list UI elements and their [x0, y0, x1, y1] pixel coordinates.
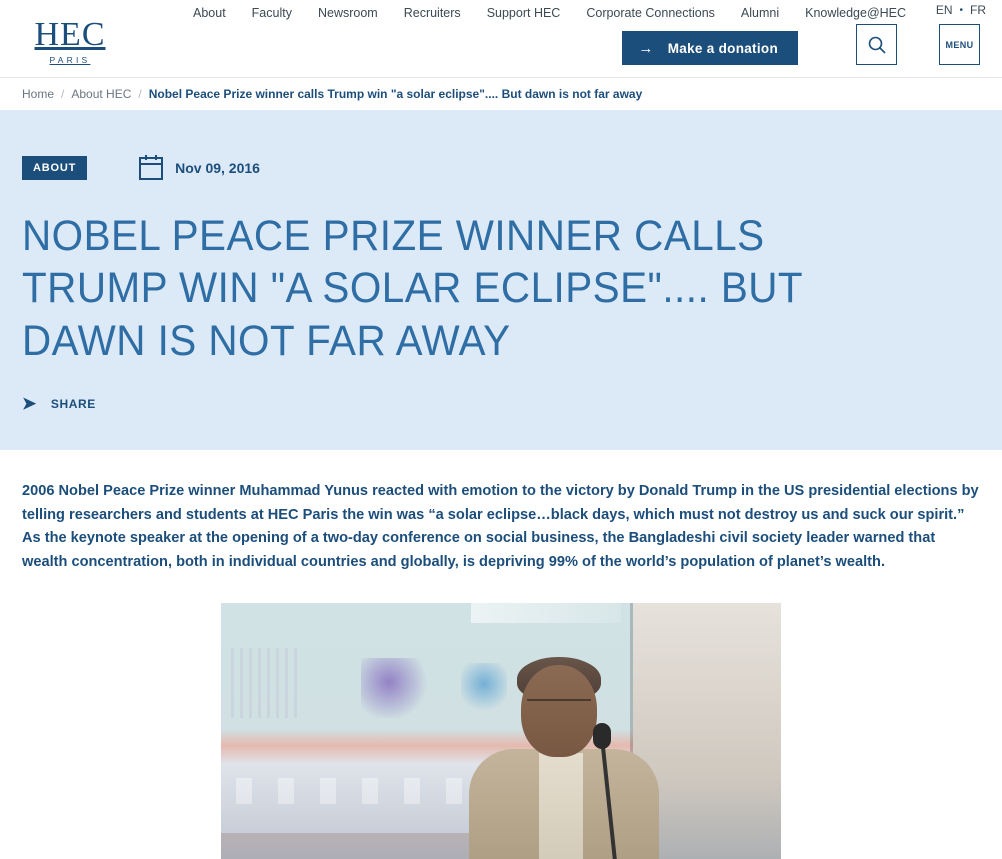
language-en[interactable]: EN — [935, 3, 953, 17]
arrow-right-icon: → — [638, 39, 654, 57]
page-title: NOBEL PEACE PRIZE WINNER CALLS TRUMP WIN "A SOLAR ECLIPSE".... BUT DAWN IS NOT FAR AWAY — [22, 212, 803, 365]
hero-meta — [22, 156, 980, 180]
publish-date-text: Nov 09, 2016 — [175, 160, 260, 176]
photo-background — [221, 603, 781, 859]
speaker-shirt — [539, 753, 583, 859]
breadcrumb-separator: / — [61, 87, 65, 101]
screen-header-band — [471, 603, 621, 623]
language-fr[interactable]: FR — [970, 3, 986, 17]
article-image — [221, 603, 781, 859]
breadcrumb — [0, 78, 1002, 110]
nav-item-faculty[interactable]: Faculty — [251, 6, 292, 20]
nav-item-newsroom[interactable]: Newsroom — [317, 6, 378, 20]
nav-item-support-hec[interactable]: Support HEC — [486, 6, 561, 20]
publish-date — [139, 157, 260, 180]
menu-label: MENU — [945, 39, 974, 50]
nav-item-alumni[interactable]: Alumni — [740, 6, 780, 20]
language-switcher — [936, 3, 986, 17]
primary-navigation — [180, 2, 919, 24]
slide-graphic-purple — [361, 658, 431, 718]
site-logo[interactable] — [22, 18, 118, 65]
menu-button[interactable] — [939, 24, 980, 65]
nav-item-corporate-connections[interactable]: Corporate Connections — [586, 6, 715, 20]
slide-graphic-blue — [461, 663, 507, 715]
share-icon: ➤ — [22, 394, 37, 414]
breadcrumb-item-current: Nobel Peace Prize winner calls Trump win "a solar eclipse".... But dawn is not far away — [148, 87, 643, 101]
breadcrumb-item-home[interactable]: Home — [22, 87, 55, 101]
share-button[interactable] — [22, 395, 96, 412]
breadcrumb-separator: / — [138, 87, 142, 101]
category-tag[interactable]: ABOUT — [22, 156, 87, 180]
share-label: SHARE — [50, 396, 96, 411]
breadcrumb-item-about-hec[interactable]: About HEC — [71, 87, 132, 101]
calendar-icon — [139, 157, 163, 180]
nav-item-recruiters[interactable]: Recruiters — [403, 6, 461, 20]
language-separator: • — [959, 4, 963, 16]
hero-section — [0, 110, 1002, 450]
speaker-head — [521, 665, 597, 757]
article-body — [0, 450, 1002, 859]
search-icon — [867, 35, 887, 55]
make-a-donation-button[interactable] — [622, 31, 798, 65]
logo-subtitle: PARIS — [49, 55, 91, 65]
article-lede: 2006 Nobel Peace Prize winner Muhammad Yunus reacted with emotion to the victory by Donald Trump in the US presidential elections by telling researchers and students at HEC Paris the win was “a solar eclipse…black days, which must not destroy us and suck our spirit.” As the keynote speaker at the opening of a two-day conference on social business, the Bangladeshi civil society leader warned that wealth concentration, both in individual countries and globally, is depriving 99% of the world’s population of planet’s wealth. — [22, 483, 979, 570]
logo-wordmark: HEC — [34, 16, 106, 53]
nav-item-knowledge-at-hec[interactable]: Knowledge@HEC — [805, 6, 907, 20]
site-header — [0, 0, 1002, 78]
nav-item-about[interactable]: About — [193, 6, 226, 20]
glasses-icon — [527, 699, 591, 711]
search-button[interactable] — [856, 24, 897, 65]
donate-label: Make a donation — [667, 40, 778, 56]
microphone-icon — [593, 723, 611, 749]
